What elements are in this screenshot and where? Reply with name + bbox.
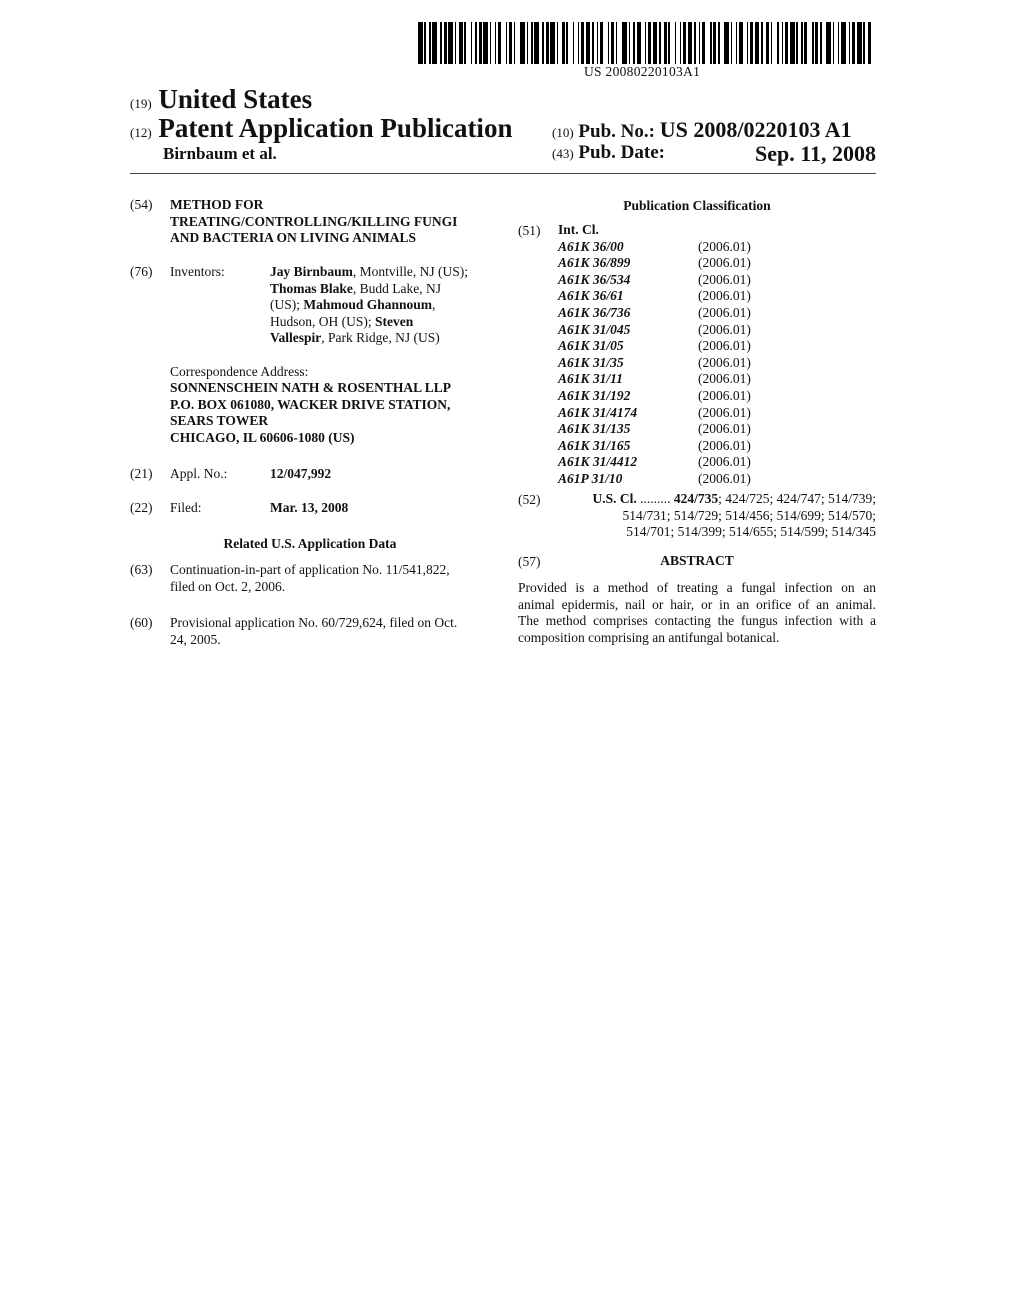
class-code: A61K 31/165 <box>558 437 631 453</box>
pubdate-value: Sep. 11, 2008 <box>754 141 876 166</box>
class-version: (2006.01) <box>698 421 751 437</box>
inventors-label: Inventors: <box>170 264 225 279</box>
appl-number: 12/047,992 <box>270 466 332 481</box>
continuation-in-part <box>170 562 490 595</box>
class-version: (2006.01) <box>698 238 751 254</box>
class-code: A61K 36/736 <box>558 304 631 320</box>
int-class-row <box>558 239 778 256</box>
inventor-location: , Budd Lake, NJ <box>352 280 442 296</box>
int-class-row <box>558 272 778 289</box>
related-data-heading: Related U.S. Application Data <box>223 536 397 551</box>
class-code: A61K 31/045 <box>558 321 631 337</box>
class-code: A61K 31/11 <box>558 371 623 387</box>
inventors-list <box>270 264 495 347</box>
barcode-number: US 20080220103A1 <box>584 64 701 79</box>
pubno-tag: (10) <box>552 125 574 140</box>
class-code: A61K 36/61 <box>558 288 624 304</box>
authors: Birnbaum et al. <box>163 144 277 163</box>
publication-number <box>552 117 852 143</box>
class-version: (2006.01) <box>698 304 751 320</box>
inventor-location: Hudson, OH (US); <box>270 313 376 329</box>
class-code: A61K 31/4174 <box>558 404 638 420</box>
int-class-row <box>558 421 778 438</box>
appl-tag: (21) <box>130 466 153 481</box>
pubno-value: US 2008/0220103 A1 <box>659 117 852 142</box>
int-class-row <box>558 438 778 455</box>
class-version: (2006.01) <box>698 354 751 370</box>
us-classification <box>558 491 876 541</box>
class-version: (2006.01) <box>698 338 751 354</box>
filed-date: Mar. 13, 2008 <box>270 500 349 515</box>
class-version: (2006.01) <box>698 454 751 470</box>
int-class-row <box>558 338 778 355</box>
country-heading <box>130 84 312 115</box>
int-class-row <box>558 388 778 405</box>
class-code: A61K 36/00 <box>558 238 624 254</box>
intcl-label: Int. Cl. <box>558 222 599 237</box>
intcl-tag: (51) <box>518 223 541 238</box>
int-class-row <box>558 255 778 272</box>
int-class-row <box>558 288 778 305</box>
class-version: (2006.01) <box>698 271 751 287</box>
class-version: (2006.01) <box>698 404 751 420</box>
inventor-name: Thomas Blake <box>270 280 353 296</box>
invention-title <box>170 197 457 247</box>
int-class-row <box>558 454 778 471</box>
abstract-tag: (57) <box>518 554 541 569</box>
uscl-line: 514/701; 514/399; 514/655; 514/599; 514/345 <box>626 524 876 540</box>
class-code: A61K 31/35 <box>558 354 624 370</box>
int-class-row <box>558 305 778 322</box>
int-class-row <box>558 471 778 488</box>
address-line: SONNENSCHEIN NATH & ROSENTHAL LLP <box>170 380 452 395</box>
title-tag: (54) <box>130 197 153 212</box>
title-line: AND BACTERIA ON LIVING ANIMALS <box>170 230 417 246</box>
int-class-row <box>558 355 778 372</box>
inventor-location: , Montville, NJ (US); <box>352 264 469 279</box>
abstract-line: Provided is a method of treating a fungal infection on an <box>518 580 876 595</box>
cip-line: filed on Oct. 2, 2006. <box>170 578 286 594</box>
class-code: A61P 31/10 <box>558 470 623 486</box>
int-class-row <box>558 371 778 388</box>
abstract-line: composition comprising an antifungal botanical. <box>518 629 780 645</box>
abstract-heading: ABSTRACT <box>660 553 734 568</box>
inventor-name: Jay Birnbaum <box>270 264 353 279</box>
address-line: SEARS TOWER <box>170 413 269 429</box>
class-version: (2006.01) <box>698 288 751 304</box>
inventor-name: Mahmoud Ghannoum <box>303 297 433 313</box>
address-line: CHICAGO, IL 60606-1080 (US) <box>170 429 355 445</box>
inventor-location: , Park Ridge, NJ (US) <box>321 330 440 346</box>
publication-date <box>552 142 876 164</box>
address-line: P.O. BOX 061080, WACKER DRIVE STATION, <box>170 396 451 412</box>
pubtype-tag: (12) <box>130 125 152 140</box>
inventor-name: Steven <box>375 313 414 329</box>
class-version: (2006.01) <box>698 255 751 271</box>
uscl-rest: ; 424/725; 424/747; 514/739; <box>718 491 876 506</box>
publication-type: Patent Application Publication <box>158 113 513 143</box>
title-line: TREATING/CONTROLLING/KILLING FUNGI <box>170 213 458 229</box>
title-line: METHOD FOR <box>170 197 264 212</box>
country-tag: (19) <box>130 96 152 111</box>
uscl-line: 514/731; 514/729; 514/456; 514/699; 514/570; <box>622 507 876 523</box>
classification-heading: Publication Classification <box>623 198 771 213</box>
class-version: (2006.01) <box>698 387 751 403</box>
cip-line: Continuation-in-part of application No. 11/541,822, <box>170 562 450 577</box>
uscl-main: 424/735 <box>673 491 719 506</box>
header-divider <box>130 173 876 174</box>
class-version: (2006.01) <box>698 437 751 453</box>
correspondence-label: Correspondence Address: <box>170 364 309 379</box>
inventor-separator: , <box>432 297 436 313</box>
country-name: United States <box>158 84 313 114</box>
provisional-application <box>170 615 490 648</box>
provisional-line: 24, 2005. <box>170 631 221 647</box>
cip-tag: (63) <box>130 562 153 577</box>
abstract-line: animal epidermis, nail or hair, or in an orifice of an animal. <box>518 596 876 612</box>
abstract-body <box>518 580 876 646</box>
barcode-gap <box>871 22 873 64</box>
uscl-tag: (52) <box>518 492 541 507</box>
barcode <box>418 22 876 64</box>
correspondence-address <box>170 380 490 446</box>
class-code: A61K 31/4412 <box>558 454 638 470</box>
uscl-dots: ......... <box>636 491 674 506</box>
pubno-label: Pub. No.: <box>578 121 655 142</box>
inventor-name: Vallespir <box>270 330 322 346</box>
class-code: A61K 31/135 <box>558 421 631 437</box>
class-code: A61K 31/192 <box>558 387 631 403</box>
publication-type-heading <box>130 113 512 144</box>
provisional-tag: (60) <box>130 615 153 630</box>
class-version: (2006.01) <box>698 321 751 337</box>
int-class-row <box>558 405 778 422</box>
appl-label: Appl. No.: <box>170 466 228 481</box>
class-code: A61K 36/534 <box>558 271 631 287</box>
class-code: A61K 31/05 <box>558 338 624 354</box>
provisional-line: Provisional application No. 60/729,624, filed on Oct. <box>170 615 458 630</box>
pubdate-tag: (43) <box>552 146 574 161</box>
uscl-label: U.S. Cl. <box>592 491 637 506</box>
filed-label: Filed: <box>170 500 202 515</box>
inventors-tag: (76) <box>130 264 153 279</box>
class-version: (2006.01) <box>698 371 751 387</box>
int-class-row <box>558 322 778 339</box>
class-code: A61K 36/899 <box>558 255 631 271</box>
pubdate-label: Pub. Date: <box>578 142 665 163</box>
class-version: (2006.01) <box>698 470 751 486</box>
inventor-location: (US); <box>270 297 304 313</box>
filed-tag: (22) <box>130 500 153 515</box>
abstract-line: The method comprises contacting the fungus infection with a <box>518 613 876 629</box>
